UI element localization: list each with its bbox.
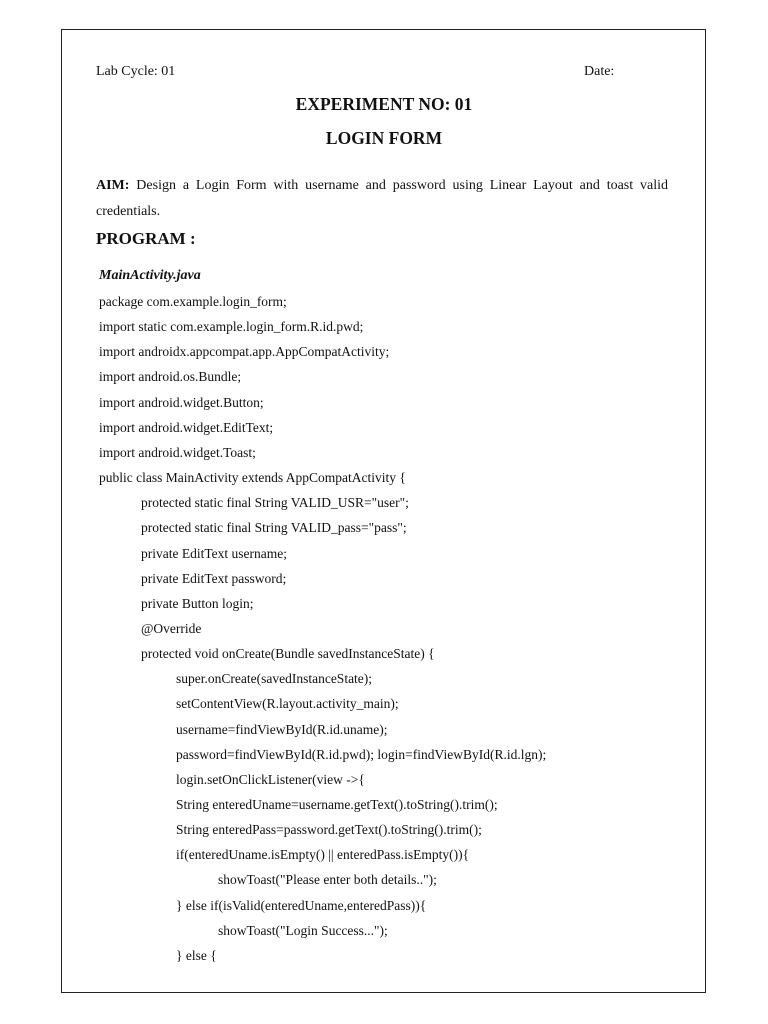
code-line: showToast("Login Success..."); (218, 922, 388, 938)
lab-cycle-label: Lab Cycle: 01 (96, 64, 176, 79)
code-line: } else if(isValid(enteredUname,enteredPass)){ (176, 897, 427, 913)
aim-label: AIM: (96, 178, 130, 193)
experiment-title: EXPERIMENT NO: 01 (295, 94, 473, 114)
aim-text: Design a Login Form with username and password using Linear Layout and toast valid (129, 178, 668, 193)
code-line: password=findViewById(R.id.pwd); login=findViewById(R.id.lgn); (176, 746, 547, 762)
code-line: private Button login; (141, 595, 254, 611)
code-line: protected static final String VALID_pass="pass"; (141, 520, 407, 536)
code-line: if(enteredUname.isEmpty() || enteredPass.isEmpty()){ (176, 847, 470, 863)
code-line: package com.example.login_form; (99, 294, 287, 309)
code-line: protected static final String VALID_USR="user"; (141, 495, 409, 511)
code-line: } else { (176, 947, 217, 963)
code-line: protected void onCreate(Bundle savedInstanceState) { (141, 646, 435, 662)
code-line: private EditText username; (141, 545, 288, 561)
page-title: LOGIN FORM (325, 128, 443, 148)
code-line: setContentView(R.layout.activity_main); (176, 696, 399, 712)
code-line: @Override (141, 620, 202, 636)
code-line: private EditText password; (141, 570, 287, 586)
aim-line-1 (96, 173, 668, 199)
program-heading: PROGRAM : (96, 229, 196, 248)
code-line: import android.widget.Toast; (99, 444, 256, 460)
aim-text-continued: credentials. (96, 204, 161, 219)
file-name: MainActivity.java (99, 268, 201, 283)
code-line: import android.os.Bundle; (99, 369, 242, 385)
date-label: Date: (584, 64, 615, 79)
code-line: String enteredPass=password.getText().toString().trim(); (176, 822, 482, 838)
code-line: String enteredUname=username.getText().toString().trim(); (176, 797, 498, 812)
code-line: username=findViewById(R.id.uname); (176, 721, 388, 737)
code-line: import static com.example.login_form.R.id.pwd; (99, 319, 364, 335)
code-line: login.setOnClickListener(view ->{ (176, 771, 365, 787)
code-line: showToast("Please enter both details.."); (218, 872, 437, 888)
code-line: super.onCreate(savedInstanceState); (176, 671, 373, 687)
code-line: import androidx.appcompat.app.AppCompatActivity; (99, 344, 390, 360)
code-line: import android.widget.Button; (99, 394, 264, 410)
code-line: public class MainActivity extends AppCompatActivity { (99, 470, 406, 486)
aim-paragraph (96, 173, 668, 225)
code-line: import android.widget.EditText; (99, 419, 274, 435)
